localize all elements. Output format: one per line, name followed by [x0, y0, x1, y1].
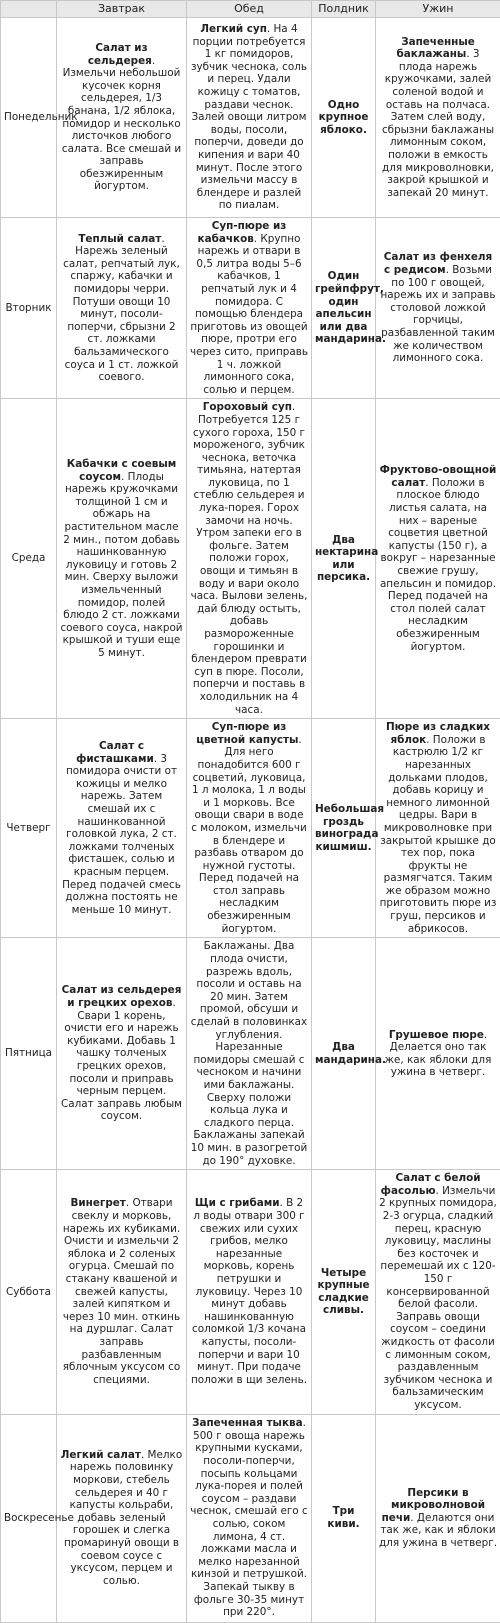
day-row-wednesday: [1, 399, 500, 719]
recipe-text: . Делаются они так же, как и яблоки для ужина в четверг.: [379, 1512, 497, 1549]
header-snack: Полдник: [312, 1, 376, 18]
dish-name: Суп-пюре из кабачков: [198, 220, 287, 245]
day-row-thursday: [1, 719, 500, 938]
lunch-cell: [187, 18, 312, 218]
day-row-saturday: [1, 1170, 500, 1414]
recipe-text: . Положи в кастрюлю 1/2 кг нарезанных дольками плодов, добавь корицу и немного лимонной цедры. Вари в микроволновке при закрытой крышке до тех пор, пока фрукты не размягчатся. Таким же образом можно приготовить пюре из груш, персиков и абрикосов.: [380, 734, 497, 935]
recipe-text: . Измельчи 2 крупных помидора, 2-3 огурца, сладкий перец, красную луковицу, маслины без косточек и перемешай их с 120-150 г консервированной белой фасоли. Заправь овощи соусом – соедини жидкость от фасоли с лимонным соком, раздавленным зубчиком чеснока и бальзамическим уксусом.: [379, 1185, 497, 1411]
dish-name: Салат с фисташками: [76, 740, 154, 765]
breakfast-cell: [57, 719, 187, 938]
header-dinner: Ужин: [376, 1, 500, 18]
day-name: Пятница: [1, 938, 57, 1170]
dish-name: Гороховый суп: [203, 401, 292, 413]
breakfast-cell: [57, 399, 187, 719]
dish-name: Пюре из сладких яблок: [386, 721, 490, 746]
header-breakfast: Завтрак: [57, 1, 187, 18]
recipe-text: Баклажаны. Два плода очисти, разрежь вдоль, посоли и оставь на 20 мин. Затем промой, обсуши и сделай в половинках углубления. Нарезанные помидоры смешай с чесноком и начини ими баклажаны. Сверху положи кольца лука и сладкого перца. Баклажаны запекай 10 мин. в разогретой до 190° духовке.: [191, 940, 307, 1166]
recipe-text: . На 4 порции потребуется 1 кг помидоров, зубчик чеснока, соль и перец. Удали кожицу с томатов, раздави чеснок. Залей овощи литром воды, посоли, поперчи, доведи до кипения и вари 40 минут. После этого измельчи массу в блендере и разлей по пиалам.: [191, 23, 307, 211]
snack-cell: Три киви.: [312, 1414, 376, 1622]
dish-name: Салат из сельдерея и грецких орехов: [62, 984, 182, 1009]
dish-name: Запеченная тыква: [192, 1417, 303, 1429]
dinner-cell: [376, 399, 500, 719]
dinner-cell: [376, 1414, 500, 1622]
dish-name: Щи с грибами: [195, 1197, 280, 1209]
dinner-cell: [376, 218, 500, 399]
dinner-cell: [376, 1170, 500, 1414]
dish-name: Салат из сельдерея: [88, 42, 152, 67]
breakfast-cell: [57, 1414, 187, 1622]
recipe-text: . Свари 1 корень, очисти его и нарежь кубиками. Добавь 1 чашку толченых грецких орехов, посоли и приправь черным перцем. Салат заправь любым соусом.: [61, 997, 182, 1122]
breakfast-cell: [57, 1170, 187, 1414]
day-name: Суббота: [1, 1170, 57, 1414]
snack-cell: Небольшая гроздь винограда кишмиш.: [312, 719, 376, 938]
snack-cell: Одно крупное яблоко.: [312, 18, 376, 218]
lunch-cell: [187, 938, 312, 1170]
recipe-text: . Возьми по 100 г овощей, нарежь их и заправь столовой ложкой горчицы, разбавленной таким же количеством лимонного сока.: [380, 264, 495, 364]
dish-name: Теплый салат: [78, 233, 161, 245]
dish-name: Легкий салат: [61, 1449, 141, 1461]
breakfast-cell: [57, 18, 187, 218]
dish-name: Кабачки с соевым соусом: [67, 458, 176, 483]
recipe-text: . Мелко нарежь половинку моркови, стебель сельдерея и 40 г капусты кольраби, добавь зеленый горошек и слегка промаринуй овощи в соевом соусе с уксусом, перцем и солью.: [64, 1449, 182, 1587]
dinner-cell: [376, 938, 500, 1170]
day-row-sunday: [1, 1414, 500, 1622]
recipe-text: . Для него понадобится 600 г соцветий, луковица, 1 л молока, 1 л воды и 1 морковь. Все овощи свари в воде с молоком, измельчи в блендере и разбавь отваром до нужной густоты. Перед подачей на стол заправь несладким обезжиренным йогуртом.: [191, 734, 306, 935]
recipe-text: . Отвари свеклу и морковь, нарежь их кубиками. Очисти и измельчи 2 яблока и 2 соленых огурца. Смешай по стакану квашеной и свежей капусты, залей кипятком и через 10 мин. откинь на дуршлаг. Салат заправь разбавленным яблочным уксусом со специями.: [63, 1197, 181, 1385]
dish-name: Салат с белой фасолью: [381, 1172, 481, 1197]
day-row-friday: [1, 938, 500, 1170]
recipe-text: . Нарежь зеленый салат, репчатый лук, спаржу, кабачки и помидоры черри. Потуши овощи 10 минут, посоли-поперчи, сбрызни 2 ст. ложками бальзамического соуса и 1 ст. ложкой соевого.: [63, 233, 180, 384]
recipe-text: . 3 помидора очисти от кожицы и мелко нарежь. Затем смешай их с нашинкованной головкой лука, 2 ст. ложками толченых фисташек, солью и красным перцем. Перед подачей смесь должна постоять не меньше 10 минут.: [62, 753, 181, 916]
snack-cell: Один грейпфрут, один апельсин или два мандарина.: [312, 218, 376, 399]
header-corner: [1, 1, 57, 18]
header-lunch: Обед: [187, 1, 312, 18]
dish-name: Грушевое пюре: [389, 1029, 484, 1041]
dish-name: Запеченные баклажаны: [396, 36, 474, 61]
day-name: Понедельник: [1, 18, 57, 218]
dish-name: Суп-пюре из цветной капусты: [196, 721, 298, 746]
dish-name: Персики в микроволновой печи: [382, 1487, 485, 1524]
day-name: Среда: [1, 399, 57, 719]
recipe-text: . Плоды нарежь кружочками толщиной 1 см и обжарь на растительном масле 2 мин., потом добавь нашинкованную луковицу и готовь 2 мин. Сверху выложи измельченный помидор, полей блюдо 2 ст. ложками соевого соуса, накрой крышкой и туши еще 5 минут.: [60, 471, 182, 659]
day-name: Воскресенье: [1, 1414, 57, 1622]
recipe-text: . Крупно нарежь и отвари в 0,5 литра воды 5–6 кабачков, 1 репчатый лук и 4 помидора. С помощью блендера приготовь из овощей пюре, протри его через сито, приправь 1 ч. ложкой лимонного сока, солью и перцем.: [190, 233, 308, 396]
breakfast-cell: [57, 938, 187, 1170]
day-row-tuesday: [1, 218, 500, 399]
recipe-text: . Потребуется 125 г сухого гороха, 150 г мороженого, зубчик чеснока, веточка тимьяна, натертая луковица, по 1 стеблю сельдерея и лука-порея. Горох замочи на ночь. Утром запеки его в фольге. Затем положи горох, овощи и тимьян в воду и вари около часа. Вылови зелень, дай блюду остыть, добавь размороженные горошинки и блендером преврати суп в пюре. Посоли, поперчи и поставь в холодильник на 4 часа.: [191, 401, 308, 715]
recipe-text: . В 2 л воды отвари 300 г свежих или сухих грибов, мелко нарезанные морковь, корень петрушки и луковицу. Через 10 минут добавь нашинкованную соломкой 1/3 кочана капусты, посоли-поперчи и вари 10 минут. При подаче положи в щи зелень.: [191, 1197, 307, 1385]
recipe-text: . Делается оно так же, как яблоки для ужина в четверг.: [385, 1029, 492, 1079]
dish-name: Легкий суп: [200, 23, 266, 35]
snack-cell: Два мандарина.: [312, 938, 376, 1170]
lunch-cell: [187, 1170, 312, 1414]
lunch-cell: [187, 1414, 312, 1622]
recipe-text: . 3 плода нарежь кружочками, залей соленой водой и оставь на полчаса. Затем слей воду, сбрызни баклажаны лимонным соком, положи в емкость для микроволновки, закрой крышкой и запекай 20 минут.: [382, 48, 494, 199]
dinner-cell: [376, 719, 500, 938]
lunch-cell: [187, 218, 312, 399]
dinner-cell: [376, 18, 500, 218]
recipe-text: . Положи в плоское блюдо листья салата, на них – вареные соцветия цветной капусты (150 г), а вокруг – нарезанные свежие грушу, апельсин и помидор. Перед подачей на стол полей салат несладким обезжиренным йогуртом.: [380, 477, 496, 653]
breakfast-cell: [57, 218, 187, 399]
snack-cell: Два нектарина или персика.: [312, 399, 376, 719]
header-row: [1, 1, 500, 18]
recipe-text: . 500 г овоща нарежь крупными кусками, посоли-поперчи, посыпь кольцами лука-порея и полей соусом – раздави чеснок, смешай его с солью, соком лимона, 4 ст. ложками масла и мелко нарезанной кинзой и петрушкой. Запекай тыкву в фольге 30-35 минут при 220°.: [190, 1417, 307, 1618]
day-name: Четверг: [1, 719, 57, 938]
dish-name: Салат из фенхеля с редисом: [384, 251, 492, 276]
recipe-text: . Измельчи небольшой кусочек корня сельдерея, 1/3 банана, 1/2 яблока, помидор и несколько листочков любого салата. Все смешай и заправь обезжиренным йогуртом.: [62, 55, 181, 193]
dish-name: Фруктово-овощной салат: [380, 464, 497, 489]
day-name: Вторник: [1, 218, 57, 399]
lunch-cell: [187, 719, 312, 938]
snack-cell: Четыре крупные сладкие сливы.: [312, 1170, 376, 1414]
lunch-cell: [187, 399, 312, 719]
dish-name: Винегрет: [70, 1197, 125, 1209]
day-row-monday: [1, 18, 500, 218]
